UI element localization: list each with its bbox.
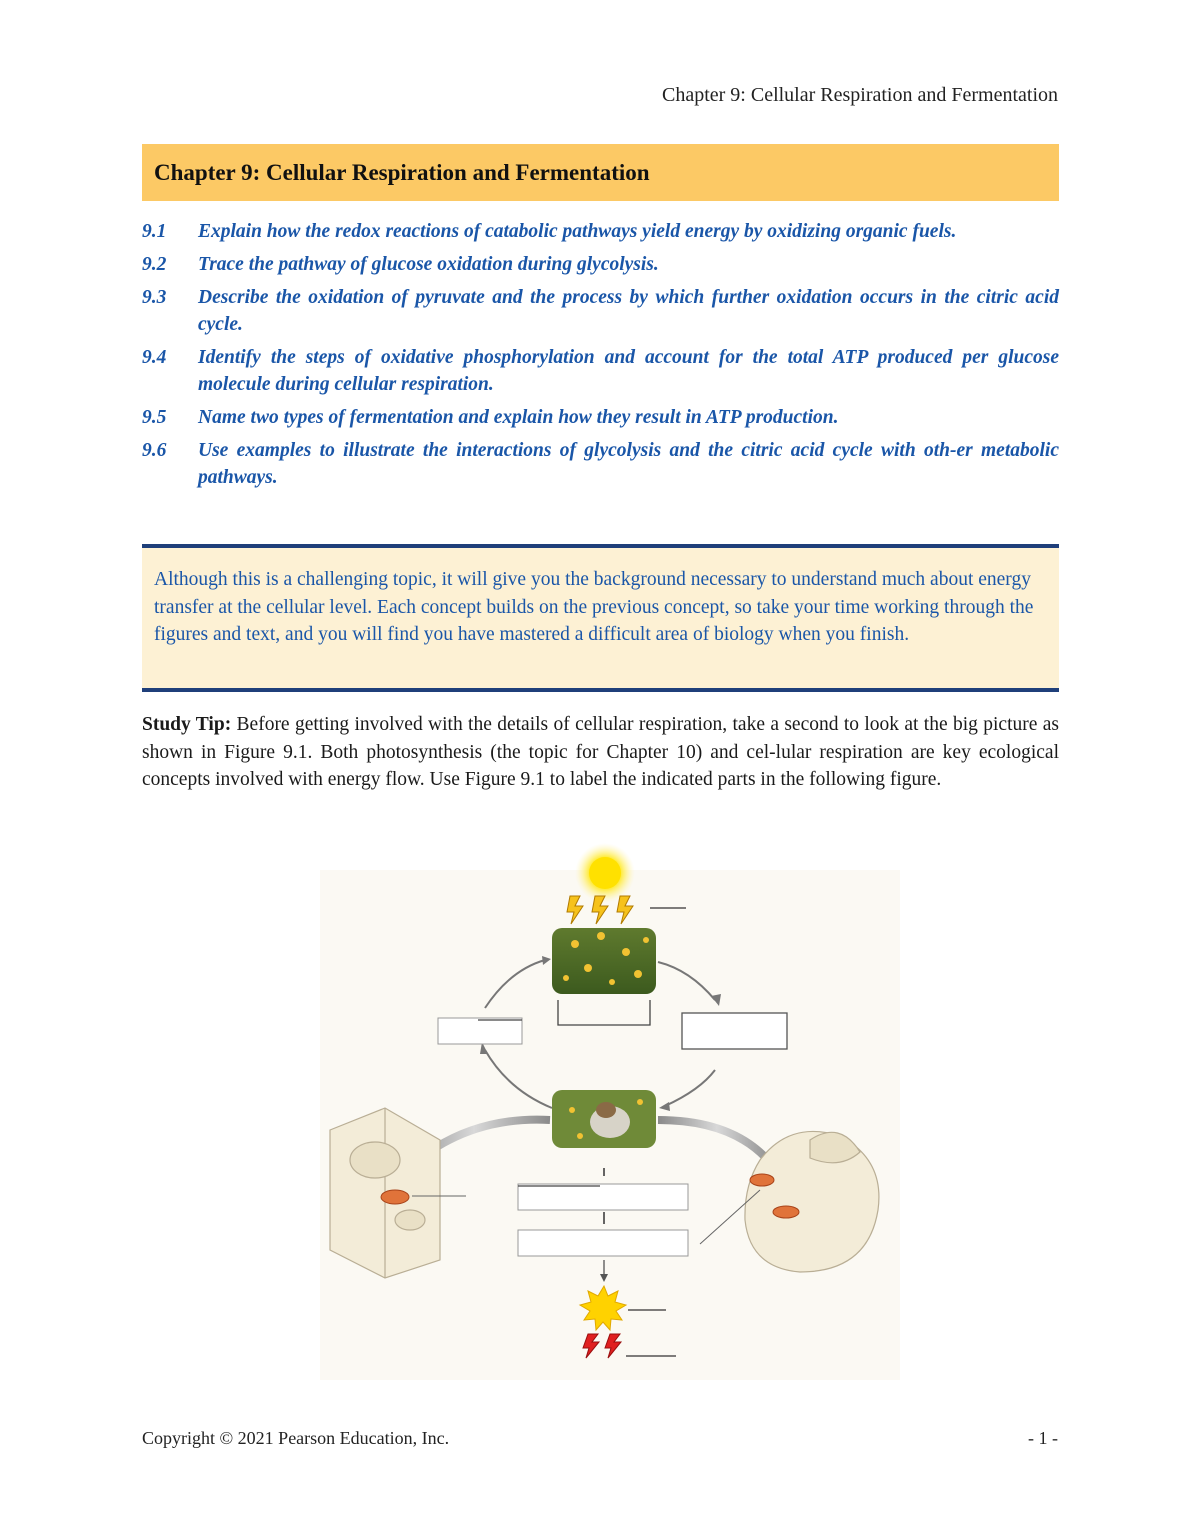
mitochondrion-icon <box>381 1190 409 1204</box>
label-box-middle-2 <box>518 1230 688 1256</box>
animal-photo <box>552 1090 656 1148</box>
objective-item <box>142 251 1059 278</box>
copyright: Copyright © 2021 Pearson Education, Inc. <box>142 1428 450 1448</box>
objective-item <box>142 218 1059 245</box>
objective-text: Describe the oxidation of pyruvate and the process by which further oxidation occurs in the citric acid cycle. <box>198 287 1059 335</box>
mitochondrion-icon-animal-2 <box>773 1206 799 1218</box>
mitochondrion-icon-animal-1 <box>750 1174 774 1186</box>
sun-core <box>589 857 621 889</box>
learning-objectives <box>142 218 1059 497</box>
objective-number: 9.3 <box>142 287 167 308</box>
objective-number: 9.1 <box>142 221 167 242</box>
objective-number: 9.4 <box>142 347 167 368</box>
objective-number: 9.5 <box>142 407 167 428</box>
objective-text: Explain how the redox reactions of catabolic pathways yield energy by oxidizing organic fuels. <box>198 221 957 242</box>
label-box-right <box>682 1013 787 1049</box>
objective-item <box>142 284 1059 338</box>
objective-text: Trace the pathway of glucose oxidation during glycolysis. <box>198 254 659 275</box>
plants-photo <box>552 928 656 994</box>
chapter-banner <box>142 144 1059 201</box>
objective-text: Use examples to illustrate the interactions of glycolysis and the citric acid cycle with oth-er metabolic pathways. <box>198 440 1059 488</box>
study-tip <box>142 711 1059 794</box>
callout-text: Although this is a challenging topic, it will give you the background necessary to understand much about energy transfer at the cellular level. Each concept builds on the previous concept, so take your time working through the figures and text, and you will find you have mastered a difficult area of biology when you finish. <box>154 569 1034 645</box>
objective-number: 9.6 <box>142 440 167 461</box>
page-number: - 1 - <box>1028 1428 1058 1448</box>
objective-item <box>142 344 1059 398</box>
chapter-title: Chapter 9: Cellular Respiration and Fermentation <box>154 159 650 185</box>
objective-number: 9.2 <box>142 254 167 275</box>
label-box-left <box>438 1018 522 1044</box>
label-box-middle-1 <box>518 1184 688 1210</box>
objective-item <box>142 404 1059 431</box>
objective-item <box>142 437 1059 491</box>
study-tip-label: Study Tip: <box>142 714 232 735</box>
energy-flow-figure <box>320 840 900 1380</box>
running-header: Chapter 9: Cellular Respiration and Fermentation <box>661 84 1058 106</box>
objective-text: Identify the steps of oxidative phosphorylation and account for the total ATP produced per glucose molecule during cellular respiration. <box>198 347 1059 395</box>
objective-text: Name two types of fermentation and explain how they result in ATP production. <box>198 407 839 428</box>
study-tip-text: Before getting involved with the details of cellular respiration, take a second to look at the big picture as shown in Figure 9.1. Both photosynthesis (the topic for Chapter 10) and cel-lular respiration are key ecological concepts involved with energy flow. Use Figure 9.1 to label the indicated parts in the following figure. <box>142 714 1059 790</box>
callout-box <box>142 544 1059 692</box>
